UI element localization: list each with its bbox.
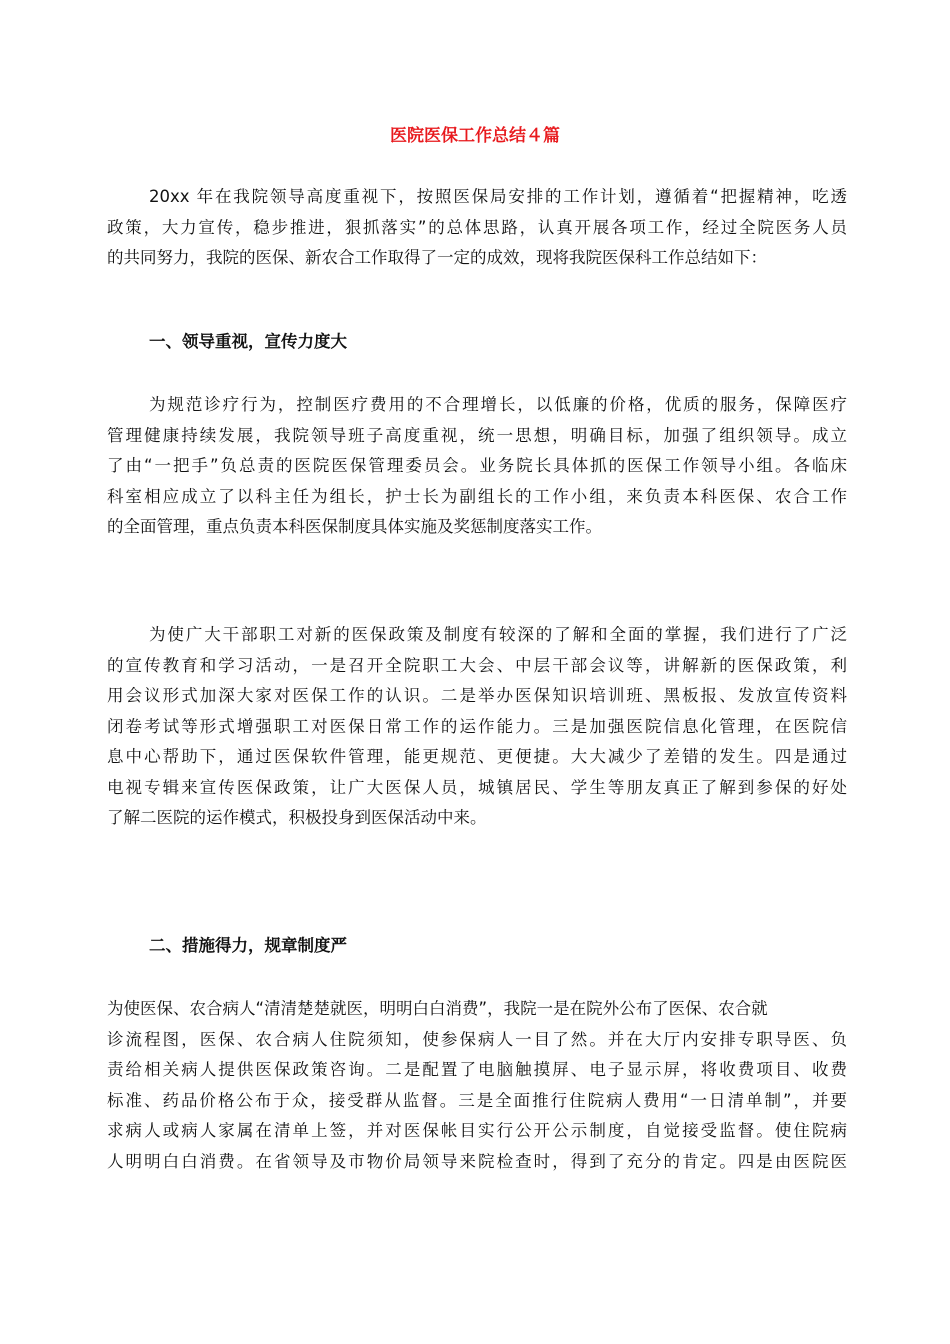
text-line: 诊流程图，医保、农合病人住院须知，使参保病人一目了然。并在大厅内安排专职导医、负	[107, 1029, 847, 1049]
text-line: 20xx 年在我院领导高度重视下，按照医保局安排的工作计划，遵循着“把握精神，吃透	[149, 187, 847, 206]
text-line: 了解二医院的运作模式，积极投身到医保活动中来。	[107, 808, 487, 827]
text-line: 管理健康持续发展，我院领导班子高度重视，统一思想，明确目标，加强了组织领导。成立	[107, 425, 847, 445]
text-line: 为使医保、农合病人“清清楚楚就医，明明白白消费”，我院一是在院外公布了医保、农合就	[107, 999, 768, 1018]
text-line: 为规范诊疗行为，控制医疗费用的不合理增长，以低廉的价格，优质的服务，保障医疗	[149, 395, 847, 414]
text-line: 的宣传教育和学习活动，一是召开全院职工大会、中层干部会议等，讲解新的医保政策，利	[107, 655, 847, 675]
text-line: 用会议形式加深大家对医保工作的认识。二是举办医保知识培训班、黑板报、发放宣传资料	[107, 686, 847, 705]
text-line: 求病人或病人家属在清单上签，并对医保帐目实行公开公示制度，自觉接受监督。使住院病	[107, 1121, 847, 1140]
document-title: 医院医保工作总结４篇	[390, 126, 560, 146]
text-line: 人明明白白消费。在省领导及市物价局领导来院检查时，得到了充分的肯定。四是由医院医	[107, 1151, 847, 1171]
section-heading-2: 二、措施得力，规章制度严	[149, 936, 347, 955]
text-line: 闭卷考试等形式增强职工对医保日常工作的运作能力。三是加强医院信息化管理，在医院信	[107, 716, 847, 736]
text-line: 科室相应成立了以科主任为组长，护士长为副组长的工作小组，来负责本科医保、农合工作	[107, 486, 847, 506]
text-line: 了由“一把手”负总责的医院医保管理委员会。业务院长具体抓的医保工作领导小组。各临床	[107, 456, 847, 475]
text-line: 的全面管理，重点负责本科医保制度具体实施及奖惩制度落实工作。	[107, 517, 602, 536]
text-line: 为使广大干部职工对新的医保政策及制度有较深的了解和全面的掌握，我们进行了广泛	[149, 625, 847, 644]
section1-paragraph-1	[107, 390, 847, 543]
text-line: 息中心帮助下，通过医保软件管理，能更规范、更便捷。大大减少了差错的发生。四是通过	[107, 747, 847, 766]
text-line: 责给相关病人提供医保政策咨询。二是配置了电脑触摸屏、电子显示屏，将收费项目、收费	[107, 1060, 847, 1079]
text-line: 标准、药品价格公布于众，接受群从监督。三是全面推行住院病人费用“一日清单制”，并要	[107, 1090, 847, 1110]
section1-paragraph-2	[107, 620, 847, 834]
intro-paragraph	[107, 182, 847, 274]
text-line: 电视专辑来宣传医保政策，让广大医保人员，城镇居民、学生等朋友真正了解到参保的好处	[107, 777, 847, 797]
text-line: 的共同努力，我院的医保、新农合工作取得了一定的成效，现将我院医保科工作总结如下：	[107, 248, 767, 267]
text-line: 政策，大力宣传，稳步推进，狠抓落实”的总体思路，认真开展各项工作，经过全院医务人员	[107, 217, 847, 237]
section-heading-1: 一、领导重视，宣传力度大	[149, 332, 347, 351]
section2-paragraph-1	[107, 994, 847, 1177]
